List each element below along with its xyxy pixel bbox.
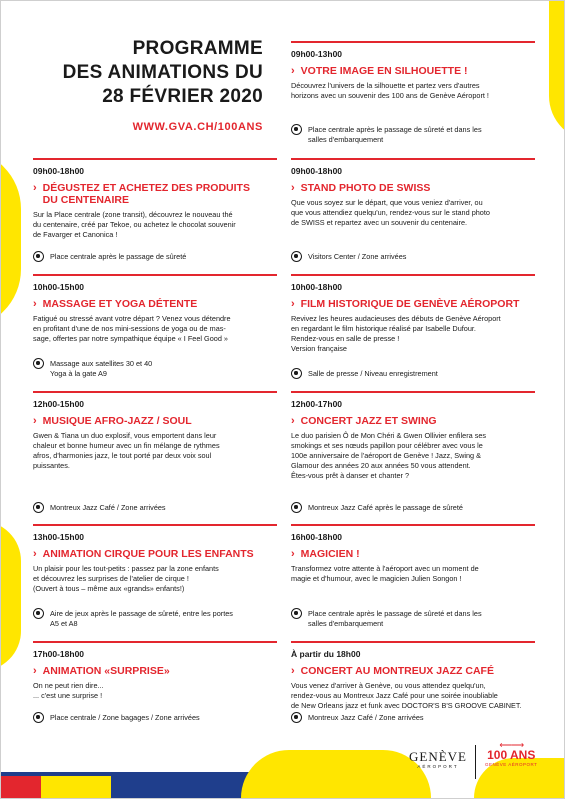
- event-description-line: smokings et ses nœuds papillon pour célébrer avec vous le: [291, 441, 483, 450]
- event-description: [291, 198, 535, 228]
- event-location-line: Yoga à la gate A9: [50, 369, 107, 378]
- event-title-line: CONCERT AU MONTREUX JAZZ CAFÉ: [300, 665, 494, 677]
- event-card: [291, 158, 535, 270]
- event-card: [33, 391, 277, 521]
- chevron-right-icon: ›: [291, 548, 295, 560]
- location-target-icon: [33, 712, 44, 723]
- location-target-icon: [291, 608, 302, 619]
- event-title: [33, 665, 277, 677]
- event-time: 12h00-15h00: [33, 399, 85, 409]
- event-description: [33, 681, 277, 701]
- event-description: [291, 431, 535, 481]
- location-target-icon: [291, 251, 302, 262]
- decor-yellow-shape-right: [549, 1, 565, 141]
- logo-100-ans-text: 100 ANS: [487, 748, 536, 762]
- event-card: [33, 274, 277, 387]
- arrows-icon: ⟵⟶: [499, 740, 524, 750]
- event-description-line: que vous attendiez quelqu'un, rendez-vous sur le stand photo: [291, 208, 490, 217]
- event-description-line: Fatigué ou stressé avant votre départ ? Venez vous détendre: [33, 314, 231, 323]
- event-card: [291, 524, 535, 637]
- event-description: [33, 314, 277, 344]
- decor-bottom-red-band: [1, 776, 41, 798]
- event-time: 10h00-18h00: [291, 282, 343, 292]
- event-description: [291, 681, 535, 711]
- event-location: [291, 713, 424, 723]
- event-description-line: de New Orleans jazz et funk avec DOCTOR'S B'S GROOVE CABINET.: [291, 701, 522, 710]
- page-title-line: PROGRAMME: [132, 38, 263, 59]
- decor-bottom-yellow-arc: [241, 750, 431, 798]
- event-location: [291, 125, 482, 145]
- event-location-line: Place centrale après le passage de sûreté et dans les: [308, 125, 482, 134]
- event-location: [291, 503, 463, 513]
- event-card: [291, 274, 535, 387]
- event-time: 17h00-18h00: [33, 649, 85, 659]
- event-title-line: ANIMATION «SURPRISE»: [42, 665, 170, 677]
- event-location-line: Montreux Jazz Café / Zone arrivées: [308, 713, 424, 722]
- event-time: 13h00-15h00: [33, 532, 85, 542]
- event-description-line: magie et d'humour, avec le magicien Julien Songon !: [291, 574, 462, 583]
- event-title: [33, 298, 277, 310]
- event-location-line: Place centrale après le passage de sûreté: [50, 252, 187, 261]
- decor-yellow-shape-left: [0, 149, 21, 329]
- event-description: [33, 431, 277, 471]
- chevron-right-icon: ›: [33, 298, 37, 310]
- chevron-right-icon: ›: [33, 182, 37, 194]
- event-description: [291, 81, 535, 101]
- event-title: [291, 182, 535, 194]
- page-title-block: [31, 37, 263, 133]
- event-title-line: CONCERT JAZZ ET SWING: [300, 415, 437, 427]
- event-description-line: Vous venez d'arriver à Genève, ou vous attendez quelqu'un,: [291, 681, 486, 690]
- event-title: [291, 415, 535, 427]
- event-card: [291, 391, 535, 521]
- chevron-right-icon: ›: [33, 415, 37, 427]
- chevron-right-icon: ›: [33, 548, 37, 560]
- logo-sub: AÉROPORT: [417, 764, 459, 769]
- location-target-icon: [33, 502, 44, 513]
- event-description-line: Un plaisir pour les tout-petits : passez par la zone enfants: [33, 564, 219, 573]
- event-title-line: MUSIQUE AFRO-JAZZ / SOUL: [42, 415, 192, 427]
- event-location-line: Aire de jeux après le passage de sûreté, entre les portes: [50, 609, 233, 618]
- chevron-right-icon: ›: [33, 665, 37, 677]
- event-location: [33, 609, 233, 629]
- logo-100-ans-sub: GENÈVE AÉROPORT: [485, 762, 538, 767]
- event-description-line: ... c'est une surprise !: [33, 691, 103, 700]
- location-target-icon: [33, 251, 44, 262]
- event-title: [291, 665, 535, 677]
- event-location-line: Montreux Jazz Café après le passage de sûreté: [308, 503, 463, 512]
- event-title-line: DU CENTENAIRE: [42, 194, 130, 206]
- event-card: [291, 41, 535, 153]
- event-location: [291, 609, 482, 629]
- event-description-line: de SWISS et repartez avec un souvenir du centenaire.: [291, 218, 468, 227]
- event-description-line: et découvrez les surprises de l'atelier de cirque !: [33, 574, 189, 583]
- event-title-line: DÉGUSTEZ ET ACHETEZ DES PRODUITS: [42, 182, 250, 194]
- location-target-icon: [33, 358, 44, 369]
- logo-divider: [475, 745, 476, 779]
- event-description-line: en regardant le film historique réalisé par Isabelle Dufour.: [291, 324, 476, 333]
- event-description-line: Revivez les heures audacieuses des débuts de Genève Aéroport: [291, 314, 501, 323]
- event-time: 10h00-15h00: [33, 282, 85, 292]
- event-description-line: On ne peut rien dire...: [33, 681, 104, 690]
- location-target-icon: [33, 608, 44, 619]
- event-title-line: MASSAGE ET YOGA DÉTENTE: [42, 298, 198, 310]
- event-description-line: Sur la Place centrale (zone transit), découvrez le nouveau thé: [33, 210, 233, 219]
- event-description-line: en profitant d'une de nos mini-sessions de yoga ou de mas-: [33, 324, 226, 333]
- event-description-line: Découvrez l'univers de la silhouette et partez vers d'autres: [291, 81, 480, 90]
- event-description-line: Gwen & Tiana un duo explosif, vous emportent dans leur: [33, 431, 217, 440]
- event-description-line: puissantes.: [33, 461, 70, 470]
- event-location-line: Place centrale / Zone bagages / Zone arrivées: [50, 713, 200, 722]
- event-description-line: sage, offertes par notre sympathique équipe « I Feel Good »: [33, 334, 228, 343]
- 100-ans-logo: [485, 741, 537, 767]
- page-title-line: DES ANIMATIONS DU: [62, 62, 263, 83]
- chevron-right-icon: ›: [291, 415, 295, 427]
- chevron-right-icon: ›: [291, 298, 295, 310]
- event-title: [33, 415, 277, 427]
- chevron-right-icon: ›: [291, 65, 295, 77]
- decor-yellow-shape-left-lower: [0, 521, 21, 671]
- event-card: [33, 641, 277, 731]
- event-description: [291, 564, 535, 584]
- event-location-line: Visitors Center / Zone arrivées: [308, 252, 407, 261]
- event-description: [33, 564, 277, 594]
- event-title: [291, 548, 535, 560]
- event-description-line: Rendez-vous en salle de presse !: [291, 334, 400, 343]
- location-target-icon: [291, 712, 302, 723]
- event-description-line: Version française: [291, 344, 347, 353]
- event-location-line: salles d'embarquement: [308, 619, 384, 628]
- event-title-line: ANIMATION CIRQUE POUR LES ENFANTS: [42, 548, 254, 560]
- event-title: [33, 548, 277, 560]
- event-description-line: (Ouvert à tous – même aux «grands» enfants!): [33, 584, 185, 593]
- geneve-aeroport-logo: [409, 749, 467, 769]
- decor-bottom-yellow-band: [41, 776, 111, 798]
- event-description-line: de Favarger et Canonica !: [33, 230, 118, 239]
- event-description-line: rendez-vous au Montreux Jazz Café pour une soirée inoubliable: [291, 691, 498, 700]
- event-title: [291, 65, 535, 77]
- event-description: [291, 314, 535, 354]
- event-location-line: Salle de presse / Niveau enregistrement: [308, 369, 438, 378]
- event-description: [33, 210, 277, 240]
- event-location-line: Massage aux satellites 30 et 40: [50, 359, 153, 368]
- event-location-line: A5 et A8: [50, 619, 78, 628]
- event-description-line: 100e anniversaire de l'aéroport de Genève ! Jazz, Swing &: [291, 451, 482, 460]
- event-card: [33, 524, 277, 637]
- logo-name: GENÈVE: [409, 749, 467, 764]
- event-description-line: chaleur et bonne humeur avec un fin mélange de rythmes: [33, 441, 220, 450]
- event-time: 12h00-17h00: [291, 399, 343, 409]
- event-location: [33, 359, 152, 379]
- chevron-right-icon: ›: [291, 665, 295, 677]
- event-time: À partir du 18h00: [291, 649, 361, 659]
- event-title: [33, 182, 277, 206]
- chevron-right-icon: ›: [291, 182, 295, 194]
- event-location: [33, 713, 200, 723]
- event-location: [33, 252, 186, 262]
- location-target-icon: [291, 124, 302, 135]
- event-description-line: horizons avec un souvenir des 100 ans de Genève Aéroport !: [291, 91, 489, 100]
- event-card: [291, 641, 535, 731]
- event-location-line: salles d'embarquement: [308, 135, 384, 144]
- event-time: 16h00-18h00: [291, 532, 343, 542]
- event-description-line: Que vous soyez sur le départ, que vous veniez d'arriver, ou: [291, 198, 483, 207]
- event-title-line: VOTRE IMAGE EN SILHOUETTE !: [300, 65, 468, 77]
- event-time: 09h00-13h00: [291, 49, 343, 59]
- page-title-line: 28 FÉVRIER 2020: [102, 86, 263, 107]
- location-target-icon: [291, 368, 302, 379]
- event-card: [33, 158, 277, 270]
- event-time: 09h00-18h00: [291, 166, 343, 176]
- event-title: [291, 298, 535, 310]
- location-target-icon: [291, 502, 302, 513]
- event-description-line: Glamour des années 20 aux années 50 vous attendent.: [291, 461, 471, 470]
- event-title-line: FILM HISTORIQUE DE GENÈVE AÉROPORT: [300, 298, 520, 310]
- event-location: [291, 369, 438, 379]
- event-description-line: Êtes-vous prêt à danser et chanter ?: [291, 471, 410, 480]
- event-time: 09h00-18h00: [33, 166, 85, 176]
- event-description-line: du centenaire, créé par Tekoe, ou achetez le chocolat souvenir: [33, 220, 236, 229]
- event-description-line: Le duo parisien Ô de Mon Chéri & Gwen Ollivier enfilera ses: [291, 431, 487, 440]
- event-description-line: Transformez votre attente à l'aéroport avec un moment de: [291, 564, 479, 573]
- event-location: [291, 252, 406, 262]
- event-location-line: Place centrale après le passage de sûreté et dans les: [308, 609, 482, 618]
- event-description-line: afros, d'harmonies jazz, le tout porté par deux voix soul: [33, 451, 212, 460]
- event-title-line: STAND PHOTO DE SWISS: [300, 182, 431, 194]
- event-title-line: MAGICIEN !: [300, 548, 360, 560]
- event-location: [33, 503, 166, 513]
- event-location-line: Montreux Jazz Café / Zone arrivées: [50, 503, 166, 512]
- website-url-link[interactable]: WWW.GVA.CH/100ANS: [132, 121, 263, 133]
